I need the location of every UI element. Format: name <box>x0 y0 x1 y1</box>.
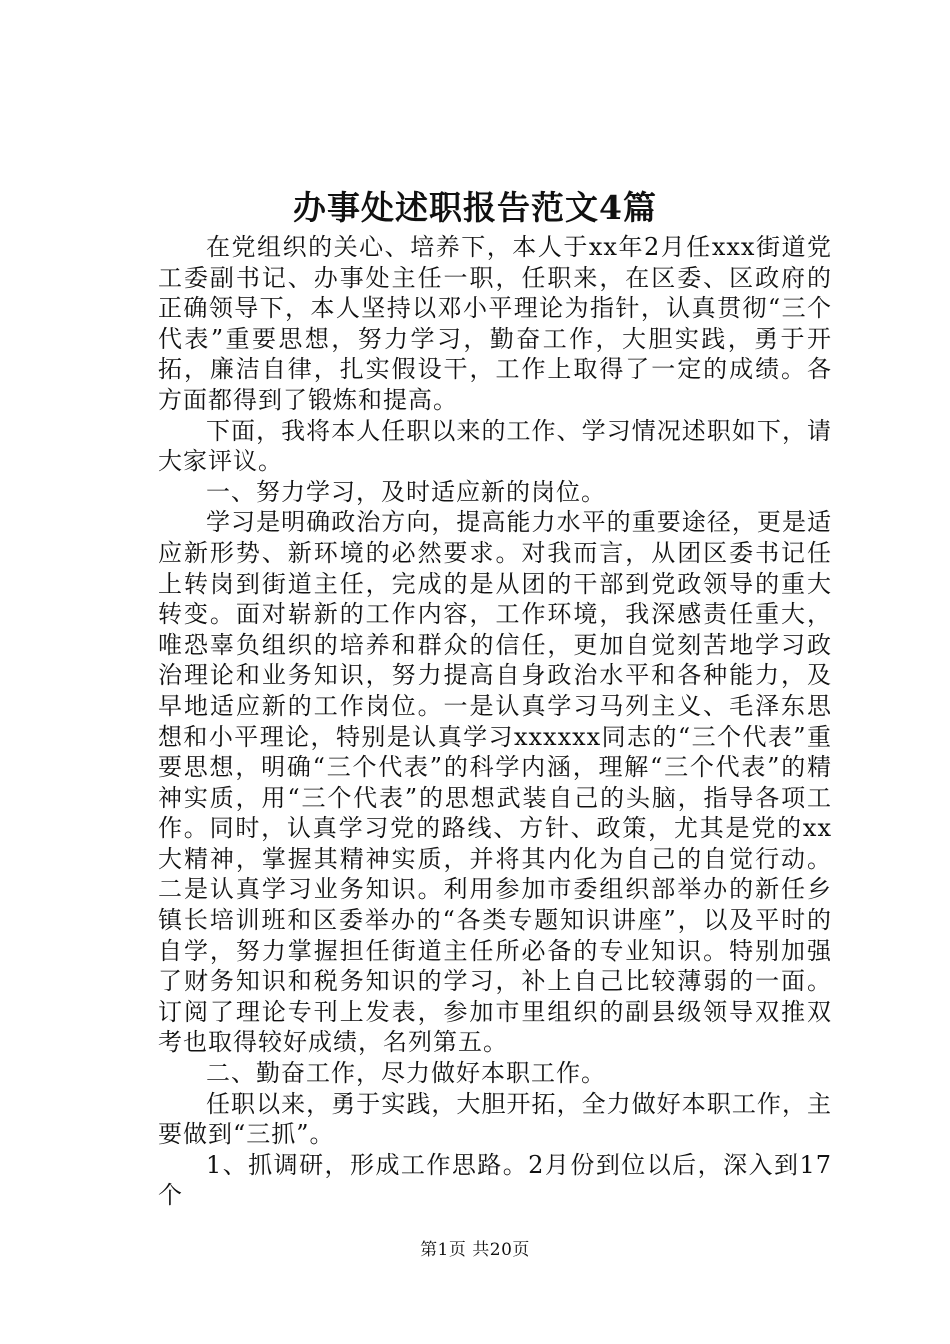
paragraph-study: 学习是明确政治方向，提高能力水平的重要途径，更是适应新形势、新环境的必然要求。对我而言，从团区委书记任上转岗到街道主任，完成的是从团的干部到党政领导的重大转变。面对崭新的工作内容，工作环境，我深感责任重大，唯恐辜负组织的培养和群众的信任，更加自觉刻苦地学习政治理论和业务知识，努力提高自身政治水平和各种能力，及早地适应新的工作岗位。一是认真学习马列主义、毛泽东思想和小平理论，特别是认真学习xxxxxx同志的“三个代表”重要思想，明确“三个代表”的科学内涵，理解“三个代表”的精神实质，用“三个代表”的思想武装自己的头脑，指导各项工作。同时，认真学习党的路线、方针、政策，尤其是党的xx大精神，掌握其精神实质，并将其内化为自己的自觉行动。二是认真学习业务知识。利用参加市委组织部举办的新任乡镇长培训班和区委举办的“各类专题知识讲座”，以及平时的自学，努力掌握担任街道主任所必备的专业知识。特别加强了财务知识和税务知识的学习，补上自己比较薄弱的一面。订阅了理论专刊上发表，参加市里组织的副县级领导双推双考也取得较好成绩，名列第五。 <box>158 508 832 1057</box>
section-heading-work: 二、勤奋工作，尽力做好本职工作。 <box>206 1059 606 1088</box>
paragraph-report-request: 下面，我将本人任职以来的工作、学习情况述职如下，请大家评议。 <box>158 416 832 476</box>
page-footer: 第1页 共20页 <box>420 1240 530 1260</box>
paragraph-research: 1、抓调研，形成工作思路。2月份到位以后，深入到17个 <box>158 1150 832 1210</box>
section-heading-study: 一、努力学习，及时适应新的岗位。 <box>206 477 606 506</box>
document-body <box>158 232 832 1211</box>
document-title: 办事处述职报告范文4篇 <box>293 188 657 227</box>
paragraph-intro: 在党组织的关心、培养下，本人于xx年2月任xxx街道党工委副书记、办事处主任一职，任职来，在区委、区政府的正确领导下，本人坚持以邓小平理论为指针，认真贯彻“三个代表”重要思想，努力学习，勤奋工作，大胆实践，勇于开拓，廉洁自律，扎实假设干，工作上取得了一定的成绩。各方面都得到了锻炼和提高。 <box>158 233 832 414</box>
paragraph-work-intro: 任职以来，勇于实践，大胆开拓，全力做好本职工作，主要做到“三抓”。 <box>158 1089 832 1149</box>
